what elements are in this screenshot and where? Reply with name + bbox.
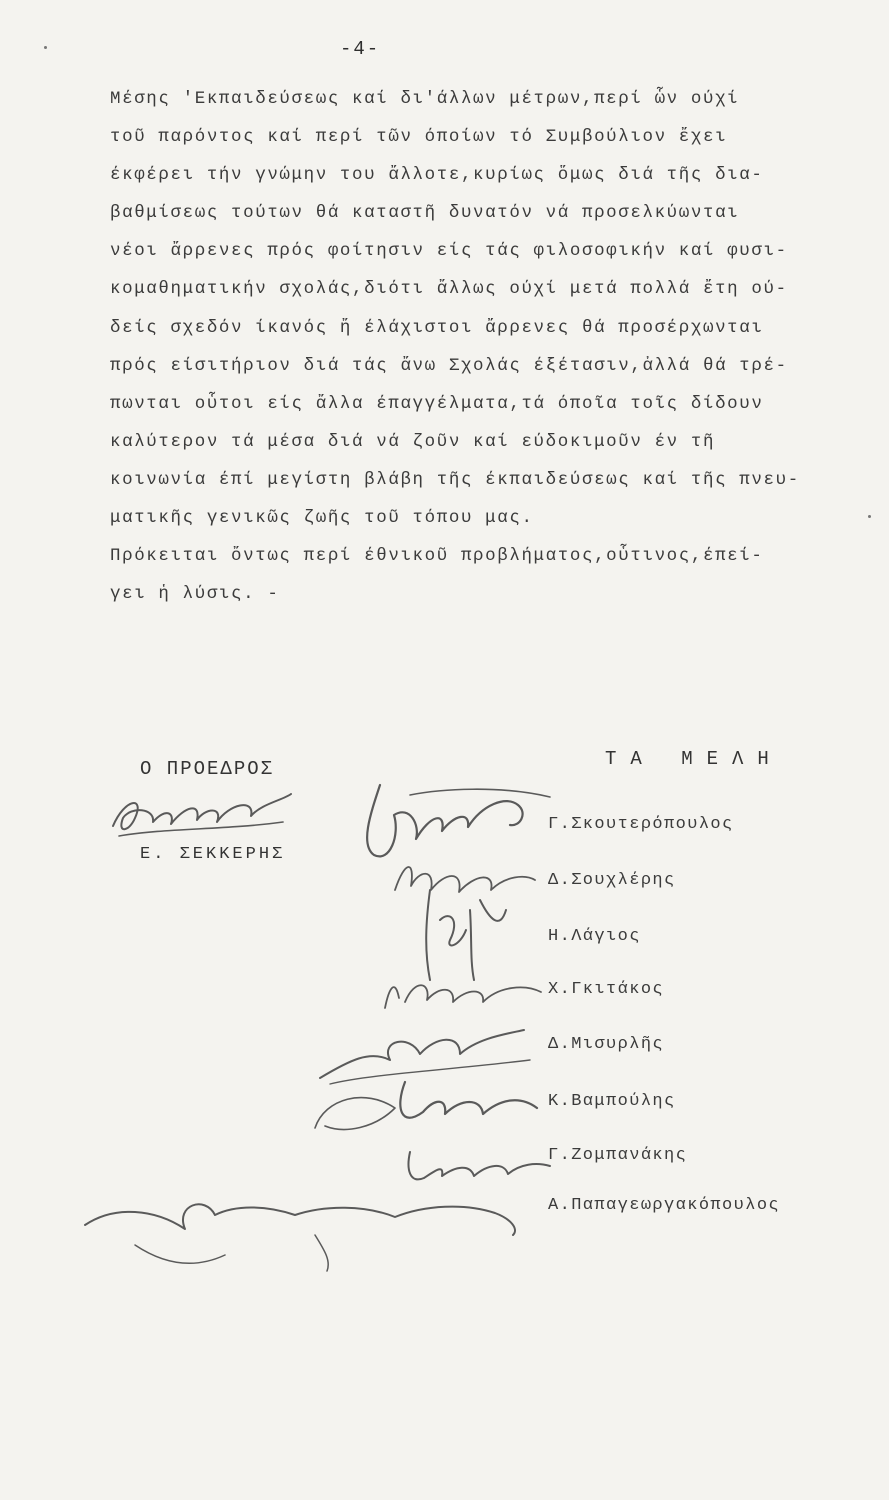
president-signature [105, 778, 305, 848]
text-line: έκφέρει τήν γνώμην του ἄλλοτε,κυρίως ὅμως διά τῆς δια- [110, 165, 764, 186]
member-name: Η.Λάγιος [548, 927, 641, 946]
member-signature [400, 1140, 560, 1190]
member-name: Δ.Σουχλέρης [548, 871, 676, 890]
page-speck [868, 515, 871, 518]
president-title: Ο ΠΡΟΕΔΡΟΣ [140, 758, 275, 780]
member-signature [75, 1185, 535, 1275]
text-line: τοῦ παρόντος καί περί τῶν όποίων τό Συμβούλιον ἔχει [110, 127, 728, 148]
text-line: πωνται οὗτοι είς ἄλλα έπαγγέλματα,τά όποῖα τοῖς δίδουν [110, 393, 764, 414]
text-line: γει ἡ λύσις. - [110, 584, 280, 605]
member-name: Α.Παπαγεωργακόπουλος [548, 1196, 781, 1215]
page-speck [44, 46, 47, 49]
president-name: Ε. ΣΕΚΚΕΡΗΣ [140, 845, 286, 864]
member-name: Δ.Μισυρλῆς [548, 1035, 665, 1054]
members-title: ΤΑ ΜΕΛΗ [605, 748, 783, 770]
text-line: κομαθηματικήν σχολάς,διότι ἄλλως ούχί μετά πολλά ἔτη ού- [110, 279, 788, 300]
text-line: ματικῆς γενικῶς ζωῆς τοῦ τόπου μας. [110, 508, 534, 529]
text-line: πρός είσιτήριον διά τάς ἄνω Σχολάς έξέτασιν,ἀλλά θά τρέ- [110, 355, 788, 376]
text-line: Μέσης 'Εκπαιδεύσεως καί δι'άλλων μέτρων,περί ὧν ούχί [110, 89, 740, 109]
member-name: Γ.Σκουτερόπουλος [548, 815, 734, 834]
member-signature [375, 968, 555, 1018]
member-signature [305, 1068, 555, 1138]
page-number: -4- [340, 38, 381, 60]
member-name: Χ.Γκιτάκος [548, 980, 665, 999]
member-name: Γ.Ζομπανάκης [548, 1146, 688, 1165]
text-line: δείς σχεδόν ίκανός ἤ έλάχιστοι ἄρρενες θά προσέρχωνται [110, 317, 764, 338]
text-line: Πρόκειται ὄντως περί έθνικοῦ προβλήματος,οὗτινος,έπεί- [110, 546, 764, 567]
text-line: κοινωνία έπί μεγίστη βλάβη τῆς έκπαιδεύσεως καί τῆς πνευ- [110, 469, 800, 490]
body-text [110, 80, 860, 613]
text-line: καλύτερον τά μέσα διά νά ζοῦν καί εύδοκιμοῦν έν τῆ [110, 431, 716, 452]
member-name: Κ.Βαμπούλης [548, 1092, 676, 1111]
text-line: νέοι ἄρρενες πρός φοίτησιν είς τάς φιλοσοφικήν καί φυσι- [110, 241, 788, 262]
text-line: βαθμίσεως τούτων θά καταστῆ δυνατόν νά προσελκύωνται [110, 203, 740, 224]
